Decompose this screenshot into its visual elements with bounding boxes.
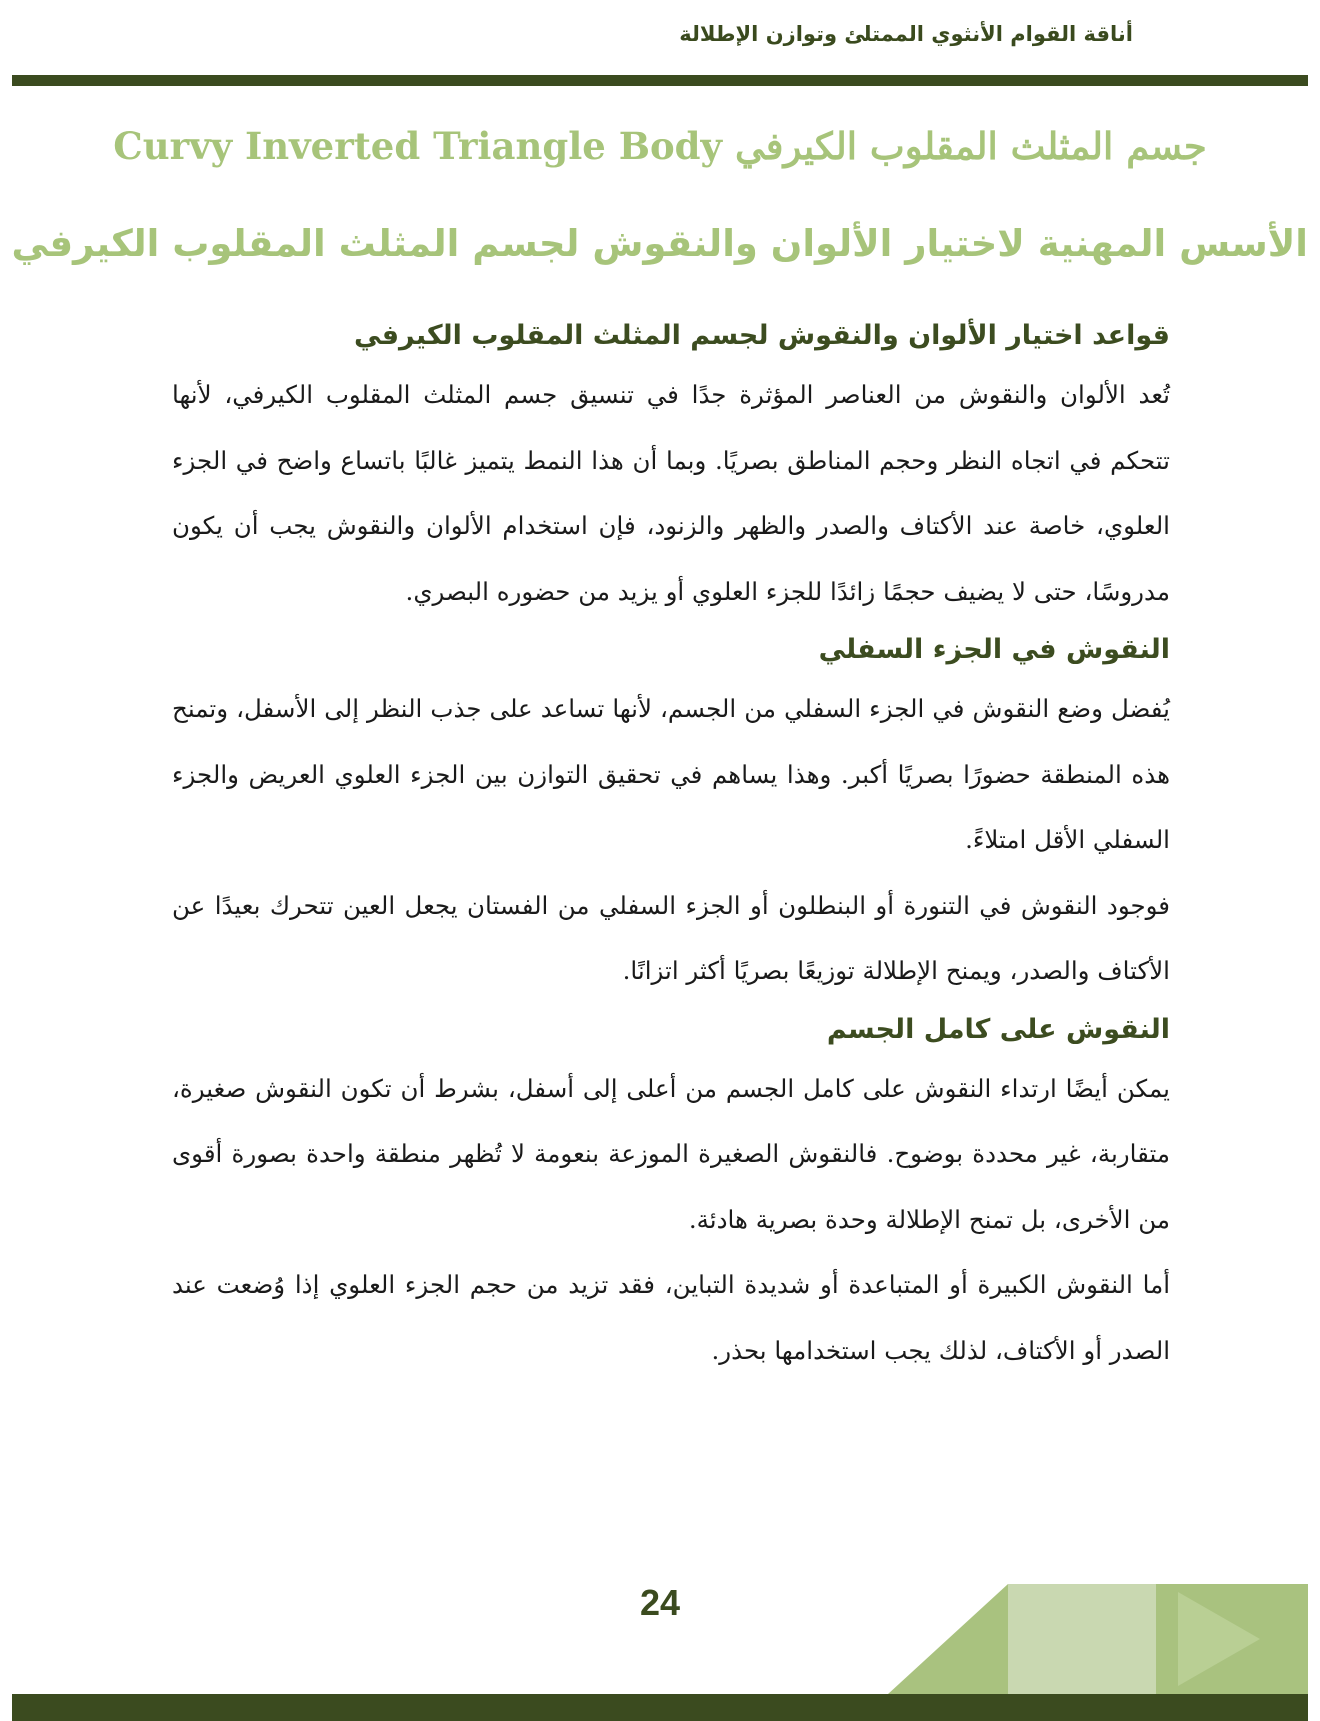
- article-body: [172, 310, 1170, 1383]
- header-rule: [12, 75, 1308, 86]
- subtitle: الأسس المهنية لاختيار الألوان والنقوش لجسم المثلث المقلوب الكيرفي: [11, 222, 1308, 265]
- paragraph: يُفضل وضع النقوش في الجزء السفلي من الجسم، لأنها تساعد على جذب النظر إلى الأسفل، وتمنح هذه المنطقة حضورًا بصريًا أكبر. وهذا يساهم في تحقيق التوازن بين الجزء العلوي العريض والجزء السفلي الأقل امتلاءً.: [172, 694, 1170, 854]
- deco-triangle-dark: [888, 1584, 1028, 1694]
- section-heading-lower-patterns: النقوش في الجزء السفلي: [818, 634, 1170, 665]
- main-title-english: Curvy Inverted Triangle Body: [113, 124, 723, 168]
- main-title-arabic: جسم المثلث المقلوب الكيرفي: [734, 124, 1207, 168]
- main-title: [12, 124, 1308, 168]
- paragraph: يمكن أيضًا ارتداء النقوش على كامل الجسم من أعلى إلى أسفل، بشرط أن تكون النقوش صغيرة، متقاربة، غير محددة بوضوح. فالنقوش الصغيرة الموزعة بنعومة لا تُظهر منطقة واحدة بصورة أقوى من الأخرى، بل تمنح الإطلالة وحدة بصرية هادئة.: [172, 1073, 1170, 1234]
- footer-rule: [12, 1694, 1308, 1721]
- paragraph: فوجود النقوش في التنورة أو البنطلون أو الجزء السفلي من الفستان يجعل العين تتحرك بعيدًا عن الأكتاف والصدر، ويمنح الإطلالة توزيعًا بصريًا أكثر اتزانًا.: [172, 890, 1170, 985]
- paragraph: تُعد الألوان والنقوش من العناصر المؤثرة جدًا في تنسيق جسم المثلث المقلوب الكيرفي، لأنها تتحكم في اتجاه النظر وحجم المناطق بصريًا. وبما أن هذا النمط يتميز غالبًا باتساع واضح في الجزء العلوي، خاصة عند الأكتاف والصدر والظهر والزنود، فإن استخدام الألوان والنقوش يجب أن يكون مدروسًا، حتى لا يضيف حجمًا زائدًا للجزء العلوي أو يزيد من حضوره البصري.: [172, 380, 1170, 606]
- footer-decoration: [888, 1584, 1308, 1694]
- page-number: 24: [639, 1582, 681, 1623]
- section-heading-full-body-patterns: النقوش على كامل الجسم: [826, 1013, 1170, 1045]
- deco-panel-light: [1008, 1584, 1158, 1694]
- paragraph: أما النقوش الكبيرة أو المتباعدة أو شديدة التباين، فقد تزيد من حجم الجزء العلوي إذا وُضعت عند الصدر أو الأكتاف، لذلك يجب استخدامها بحذر.: [172, 1270, 1170, 1365]
- running-header: أناقة القوام الأنثوي الممتلئ وتوازن الإطلالة: [679, 22, 1133, 46]
- section-heading-rules: قواعد اختيار الألوان والنقوش لجسم المثلث المقلوب الكيرفي: [354, 320, 1170, 351]
- document-page: [12, 0, 1308, 1721]
